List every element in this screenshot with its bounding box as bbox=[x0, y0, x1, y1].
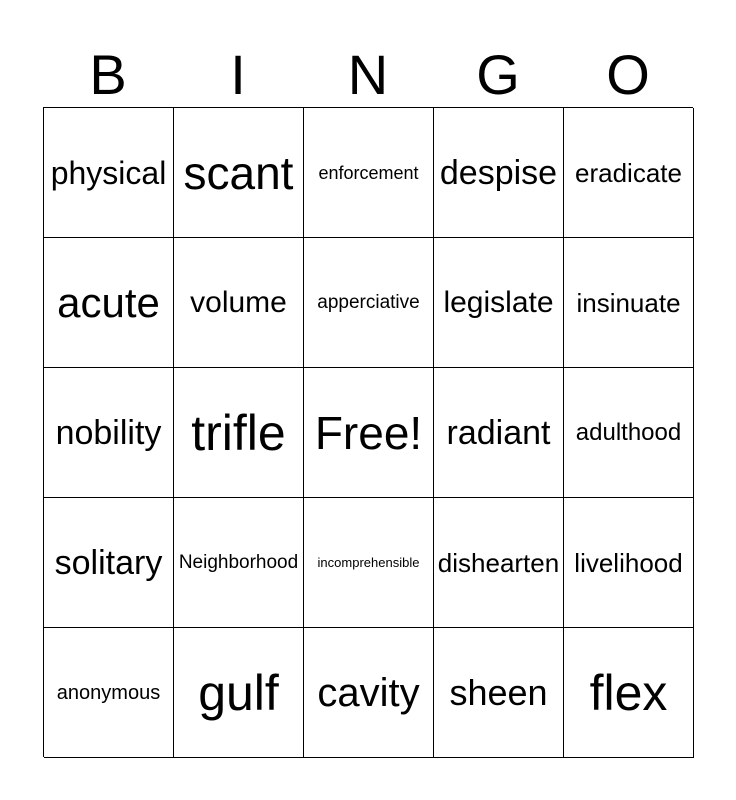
header-letter-n: N bbox=[347, 43, 389, 106]
bingo-board bbox=[43, 107, 693, 757]
bingo-cell[interactable]: acute bbox=[44, 238, 174, 368]
bingo-cell[interactable]: apperciative bbox=[304, 238, 434, 368]
bingo-cell[interactable]: incomprehensible bbox=[304, 498, 434, 628]
bingo-cell[interactable]: sheen bbox=[434, 628, 564, 758]
header-letter-b: B bbox=[89, 43, 127, 106]
bingo-cell[interactable]: flex bbox=[564, 628, 694, 758]
bingo-cell[interactable]: solitary bbox=[44, 498, 174, 628]
bingo-cell[interactable]: nobility bbox=[44, 368, 174, 498]
bingo-cell[interactable]: anonymous bbox=[44, 628, 174, 758]
bingo-cell[interactable]: volume bbox=[174, 238, 304, 368]
header-letter-o: O bbox=[606, 43, 650, 106]
bingo-cell[interactable]: Neighborhood bbox=[174, 498, 304, 628]
free-space-cell[interactable]: Free! bbox=[304, 368, 434, 498]
bingo-cell[interactable]: cavity bbox=[304, 628, 434, 758]
header-letter-g: G bbox=[476, 43, 520, 106]
bingo-cell[interactable]: legislate bbox=[434, 238, 564, 368]
bingo-cell[interactable]: radiant bbox=[434, 368, 564, 498]
bingo-cell[interactable]: physical bbox=[44, 108, 174, 238]
bingo-header bbox=[43, 42, 693, 108]
bingo-cell[interactable]: adulthood bbox=[564, 368, 694, 498]
bingo-cell[interactable]: trifle bbox=[174, 368, 304, 498]
bingo-cell[interactable]: livelihood bbox=[564, 498, 694, 628]
bingo-cell[interactable]: dishearten bbox=[434, 498, 564, 628]
bingo-cell[interactable]: despise bbox=[434, 108, 564, 238]
bingo-cell[interactable]: insinuate bbox=[564, 238, 694, 368]
bingo-cell[interactable]: enforcement bbox=[304, 108, 434, 238]
bingo-cell[interactable]: eradicate bbox=[564, 108, 694, 238]
header-letter-i: I bbox=[230, 43, 246, 106]
bingo-cell[interactable]: scant bbox=[174, 108, 304, 238]
bingo-cell[interactable]: gulf bbox=[174, 628, 304, 758]
